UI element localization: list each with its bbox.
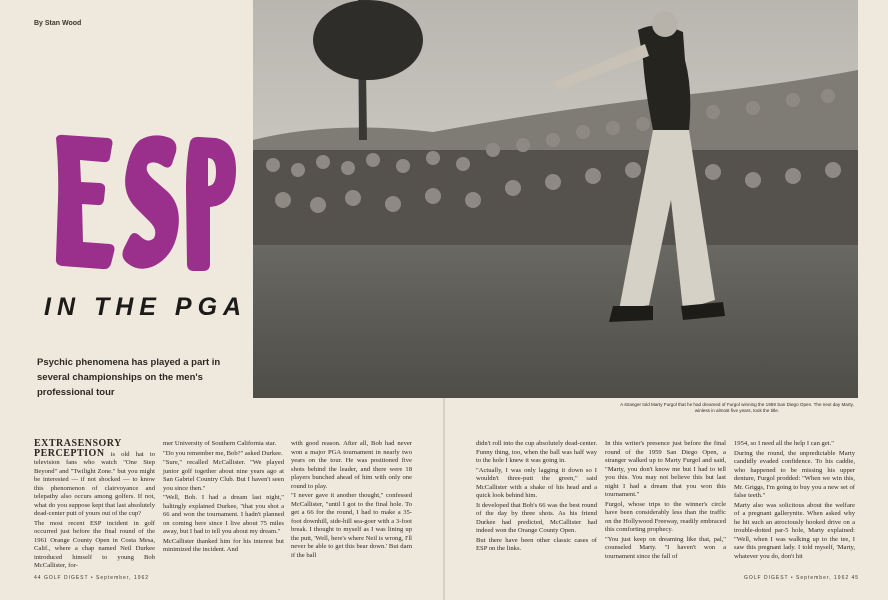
column-6 — [734, 440, 855, 562]
paragraph: "Well, Bob. I had a dream last night," haltingly explained Durkee, "that you shot a 66 and won the tournament. I hadn't planned on coming here since I live about 75 miles away, but I had to tell you about my dream." — [163, 494, 284, 535]
golfer-photo — [253, 0, 858, 398]
paragraph: mer University of Southern California star. — [163, 440, 277, 447]
headline-sub: IN THE PGA — [44, 293, 248, 321]
column-1 — [34, 440, 155, 572]
paragraph: Marty also was solicitous about the welfare of a pregnant gallerynite. When asked why he hit such an atrociously hooked drive on a trouble-dotted par-5 hole, Marty explained: "Well, when I was walking up to the tee, I saw this pregnant lady. I told myself, 'Marty, whatever you do, don't hit — [734, 501, 855, 560]
paragraph: "Do you remember me, Bob?" asked Durkee. — [163, 449, 283, 457]
paragraph: Furgol, whose trips to the winner's circle have been considerably less than the traffic on the Hollywood Freeway, readily embraced this comforting prophecy. — [605, 500, 726, 533]
dropcap-lead: EXTRASENSORY PERCEPTION — [34, 438, 122, 459]
column-3 — [291, 440, 412, 561]
paragraph: In this writer's presence just before the final round of the 1959 San Diego Open, a stranger walked up to Marty Furgol and said, "Marty, you don't know me but I had to tell you this. You may not believe this but last night I had a dream that you won this tournament." — [605, 440, 726, 498]
paragraph: "Sure," recalled McCallister. "We played junior golf together about nine years ago at San Gabriel Country Club. But I haven't seen you since then." — [163, 459, 284, 492]
paragraph: "Actually, I was only lagging it down so I wouldn't three-putt the green," said McCallister with a shake of his head and a quick look behind him. — [476, 466, 597, 499]
paragraph: It developed that Bob's 66 was the best round of the day by three shots. As his friend Durkee had predicted, McCallister had indeed won the Orange County Open. — [476, 501, 597, 534]
column-5 — [605, 440, 726, 562]
paragraph: is old hat to television fans who watch "One Step Beyond" and "Twilight Zone." but you might be interested — if not shocked — to know this phenomenon of clairvoyance and telepathy also occurs among golfers. If not, what do you suppose kept that last absolutely dead-center putt of yours out of the cup? — [34, 450, 155, 517]
paragraph: The most recent ESP incident in golf occurred just before the final round of the 1961 Orange County Open in Costa Mesa, Calif., where a chap named Neil Durkee introduced himself to young Bob McCallister, for- — [34, 519, 155, 569]
paragraph: didn't roll into the cup absolutely dead-center. Funny thing, too, when the ball was half way to the hole I knew it was going in. — [476, 440, 597, 464]
folio-right: GOLF DIGEST • September, 1962 45 — [744, 575, 860, 581]
column-1-text — [34, 440, 155, 519]
paragraph: "You just keep on dreaming like that, pal," counseled Marty. "I haven't won a tournament since the fall of — [605, 535, 726, 560]
paragraph: with good reason. After all, Bob had never won a major PGA tournament in nearly two years on the tour. He was positioned five shots behind the leader, and there were 18 players bunched ahead of him with only one round to play. — [291, 440, 412, 490]
paragraph: During the round, the unpredictable Marty candidly evaded confidence. To his caddie, who happened to be missing his upper denture, Furgol prodded: "When we win this, Mr. Griggs, I'm going to buy you a new set of false teeth." — [734, 449, 855, 499]
deck-subtitle: Psychic phenomena has played a part in several championships on the men's professional tour — [37, 357, 221, 398]
column-2 — [163, 440, 284, 556]
esp-title-art — [50, 130, 240, 280]
paragraph: 1954, so I need all the help I can get." — [734, 440, 834, 447]
byline: By Stan Wood — [34, 20, 82, 27]
photo-caption: A stranger told Marty Furgol that he had dreamed of Furgol winning the 1959 San Diego Open. The next day Marty, winless in almost five years, took the title. — [620, 402, 854, 413]
column-4 — [476, 440, 597, 555]
paragraph: But there have been other classic cases of ESP on the links. — [476, 536, 597, 552]
paragraph: "I never gave it another thought," confessed McCallister, "until I got to the final hole. To get a 66 for the round, I had to make a 35-foot downhill, side-hill sea-goer with a 3-foot break. I thought to myself as I was lining up the putt, 'Well, here's where Neil is wrong, I'll never be able to get this bear down.' But darn if the ball — [291, 492, 412, 559]
paragraph: McCallister thanked him for his interest but minimized the incident. And — [163, 537, 284, 553]
folio-left: 44 GOLF DIGEST • September, 1962 — [34, 575, 150, 581]
